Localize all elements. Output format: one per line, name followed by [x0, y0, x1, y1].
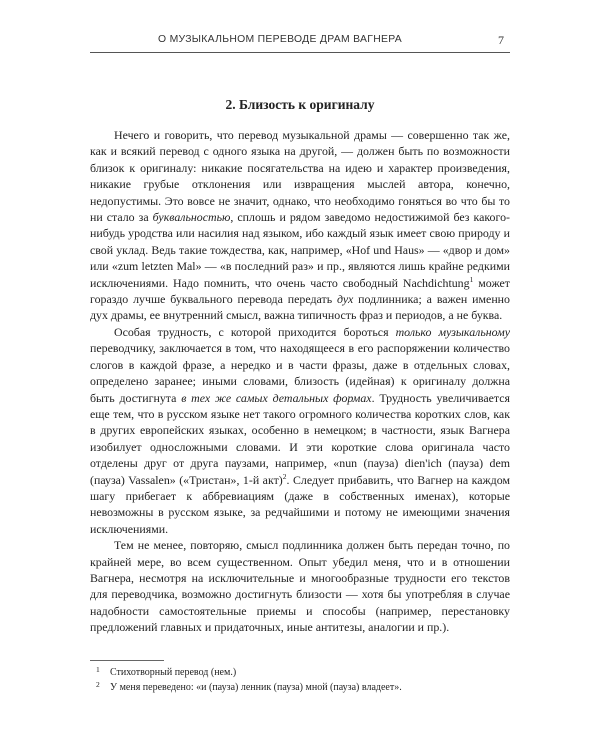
emphasis: дух	[337, 292, 354, 307]
footnote	[90, 681, 510, 696]
text-run: . Следует прибавить, что Вагнер на каждом шагу прибегает к аббревиациям (даже в собственных именах), которые невозможны в русском языке, за редчайшими и потому не имеющими значения исключениями.	[90, 472, 510, 536]
page-number: 7	[498, 33, 504, 47]
body-text	[90, 127, 510, 636]
running-header-title: О МУЗЫКАЛЬНОМ ПЕРЕВОДЕ ДРАМ ВАГНЕРА	[158, 34, 402, 45]
footnote-divider	[90, 660, 164, 661]
running-header	[90, 30, 510, 50]
emphasis: в тех же самых детальных формах	[181, 390, 372, 405]
emphasis: буквальностью	[152, 210, 231, 225]
text-run: , сплошь и рядом заведомо недостижимой без какого-нибудь уродства или насилия над языком, ибо каждый язык имеет свою природу и свой уклад. Ведь такие тождества, как, например, «Hof und Haus» — «двор и дом» или «zum letzten Mal» — «в последний раз» и пр., являются лишь крайне редкими исключениями. Надо помнить, что очень часто свободный Nachdichtung	[90, 210, 510, 290]
footnotes	[90, 666, 510, 695]
text-run: подлинника; а важен именно дух драмы, ее внутренний смысл, важна типичность фраз и периодов, а не буква.	[90, 292, 510, 323]
footnote-number: 2	[96, 679, 100, 689]
footnote-ref: 2	[282, 471, 287, 481]
footnote-ref: 1	[469, 274, 474, 284]
paragraph	[90, 537, 510, 635]
text-run: Нечего и говорить, что перевод музыкальной драмы — совершенно так же, как и всякий перевод с одного языка на другой, — должен быть по возможности близок к оригиналу: никакие посягательства на идею и характер произведения, никакие грубые отклонения или извращения мыслей автора, конечно, недопустимы. Это вовсе не значит, однако, что необходимо гоняться во что бы то ни стало за	[90, 128, 510, 225]
footnote	[90, 666, 510, 681]
footnote-text: Стихотворный перевод (нем.)	[110, 667, 237, 678]
emphasis: только музыкальному	[395, 324, 510, 339]
paragraph	[90, 127, 510, 324]
footnote-number: 1	[96, 665, 100, 674]
text-run: может гораздо лучше буквального перевода передать	[90, 275, 510, 307]
header-divider	[90, 52, 510, 53]
footnote-text: У меня переведено: «и (пауза) ленник (пауза) мной (пауза) владеет».	[110, 681, 402, 693]
section-title: 2. Близость к оригиналу	[225, 97, 375, 112]
text-run: Особая трудность, с которой приходится бороться	[114, 324, 396, 339]
text-run: Тем не менее, повторяю, смысл подлинника должен быть передан точно, по крайней мере, во всем существенном. Опыт убедил меня, что и в отношении Вагнера, несмотря на исключительные и многообразные трудности его текстов для переводчика, возможно достигнуть близости — хотя бы употребляя в случае надобности самостоятельные приемы и способы (например, перестановку предложений главных и придаточных, иные антитезы, аналогии и пр.).	[90, 538, 510, 635]
text-run: . Трудность увеличивается еще тем, что в русском языке нет такого огромного количества коротких слов, как в других европейских языках, особенно в немецком; в частности, язык Вагнера изобилует односложными словами. И эти короткие слова оригинала часто отделены друг от друга паузами, например, «nun (пауза) dien'ich (пауза) dem (пауза) Vassalen» («Тристан», 1-й акт)	[90, 390, 510, 487]
text-run: переводчику, заключается в том, что находящееся в его распоряжении количество слогов в каждой фразе, а нередко и в части фразы, даже в отдельных словах, определено заранее; иными словами, близость (идейная) к оригиналу должна быть достигнута	[90, 341, 510, 405]
paragraph	[90, 324, 510, 537]
